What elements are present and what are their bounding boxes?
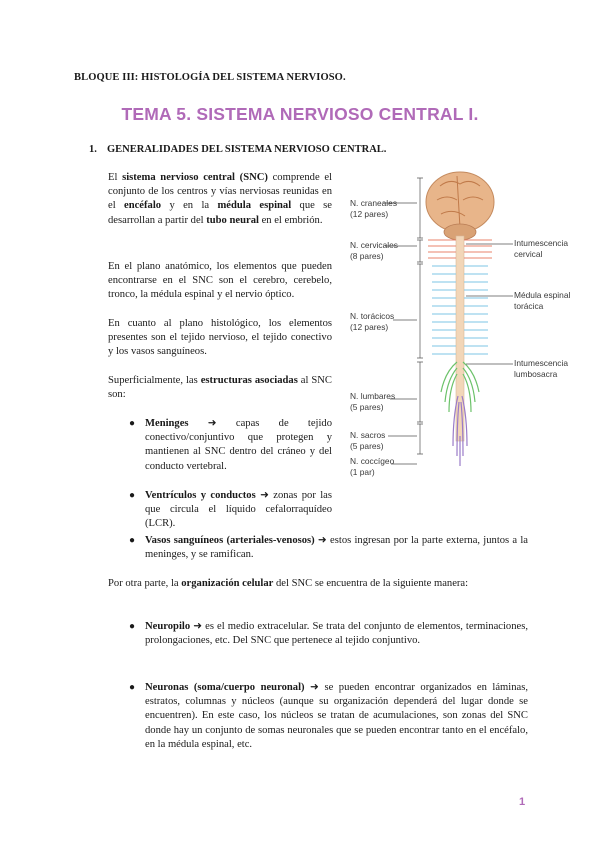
- label-medula-toracica-2: torácica: [514, 301, 544, 311]
- label-sacros: N. sacros: [350, 430, 386, 440]
- label-toracicos: N. torácicos: [350, 311, 395, 321]
- label-coccigeo-count: (1 par): [350, 467, 375, 477]
- label-lumbares: N. lumbares: [350, 391, 396, 401]
- intro-paragraph-3: En cuanto al plano histológico, los elementos presentes son el tejido nervioso, el tejido conectivo y los vasos sanguíneos.: [108, 318, 332, 358]
- section-title: GENERALIDADES DEL SISTEMA NERVIOSO CENTRAL.: [107, 144, 387, 155]
- label-cervicales: N. cervicales: [350, 240, 398, 250]
- bullet-icon: ●: [129, 490, 136, 501]
- bullet-icon: ●: [129, 621, 136, 632]
- label-craneales: N. craneales: [350, 198, 398, 208]
- label-cervicales-count: (8 pares): [350, 251, 384, 261]
- label-intumescencia-cervical-2: cervical: [514, 249, 543, 259]
- bullet-icon: ●: [129, 418, 136, 429]
- label-intumescencia-cervical: Intumescencia: [514, 238, 568, 248]
- intro-paragraph-4: Superficialmente, las estructuras asociadas al SNC son:: [108, 375, 332, 401]
- page-title: TEMA 5. SISTEMA NERVIOSO CENTRAL I.: [121, 104, 479, 124]
- label-intumescencia-lumbosacra-2: lumbosacra: [514, 369, 558, 379]
- list-item-neuronas: ● Neuronas (soma/cuerpo neuronal) ➜ se pueden encontrar organizados en láminas, estratos, columnas y núcleos (aunque su organización dependerá del lugar donde se encuentren). En este caso, los núcleos se tratan de acumulaciones, son zonas del SNC donde hay un conjunto de somas neuronales que se pueden encontrar tanto en el encéfalo, en la médula espinal, etc.: [129, 682, 529, 750]
- block-title: BLOQUE III: HISTOLOGÍA DEL SISTEMA NERVIOSO.: [74, 72, 346, 83]
- label-craneales-count: (12 pares): [350, 209, 389, 219]
- list-item-vasos: ● Vasos sanguíneos (arteriales-venosos) ➜ estos ingresan por la parte externa, juntos a la meninges, y se ramifican.: [129, 535, 528, 561]
- spinal-cord: [456, 236, 464, 441]
- bullet-icon: ●: [129, 682, 136, 693]
- list-item-ventriculos: ● Ventrículos y conductos ➜ zonas por las que circula el líquido cefalorraquídeo (LCR).: [129, 490, 332, 530]
- label-sacros-count: (5 pares): [350, 441, 384, 451]
- label-coccigeo: N. coccígeo: [350, 456, 395, 466]
- list-item-meninges: ● Meninges ➜ capas de tejido conectivo/conjuntivo que protegen y mantienen al SNC dentro del cráneo y del conducto vertebral.: [129, 418, 332, 472]
- bullet-icon: ●: [129, 535, 136, 546]
- intro-paragraph-1: El sistema nervioso central (SNC) comprende el conjunto de los centros y vías nerviosas reunidas en el encéfalo y en la médula espinal que se desarrollan a partir del tubo neural en el embrión.: [108, 172, 333, 226]
- list-item-neuropilo: ● Neuropilo ➜ es el medio extracelular. Se trata del conjunto de elementos, terminaciones, prolongaciones, etc. Del SNC que pertenece al tejido conjuntivo.: [129, 621, 528, 647]
- label-intumescencia-lumbosacra: Intumescencia: [514, 358, 568, 368]
- label-lumbares-count: (5 pares): [350, 402, 384, 412]
- section-number: 1.: [89, 144, 97, 155]
- cns-figure: [345, 166, 585, 484]
- intro-paragraph-2: En el plano anatómico, los elementos que pueden encontrarse en el SNC son el cerebro, cerebelo, tronco, la médula espinal y el nervio óptico.: [108, 261, 332, 301]
- page-number: 1: [519, 796, 526, 808]
- label-medula-toracica: Médula espinal: [514, 290, 571, 300]
- label-toracicos-count: (12 pares): [350, 322, 389, 332]
- section-heading: [89, 144, 386, 155]
- left-brackets: [383, 178, 423, 464]
- organization-paragraph: Por otra parte, la organización celular del SNC se encuentra de la siguiente manera:: [108, 578, 469, 589]
